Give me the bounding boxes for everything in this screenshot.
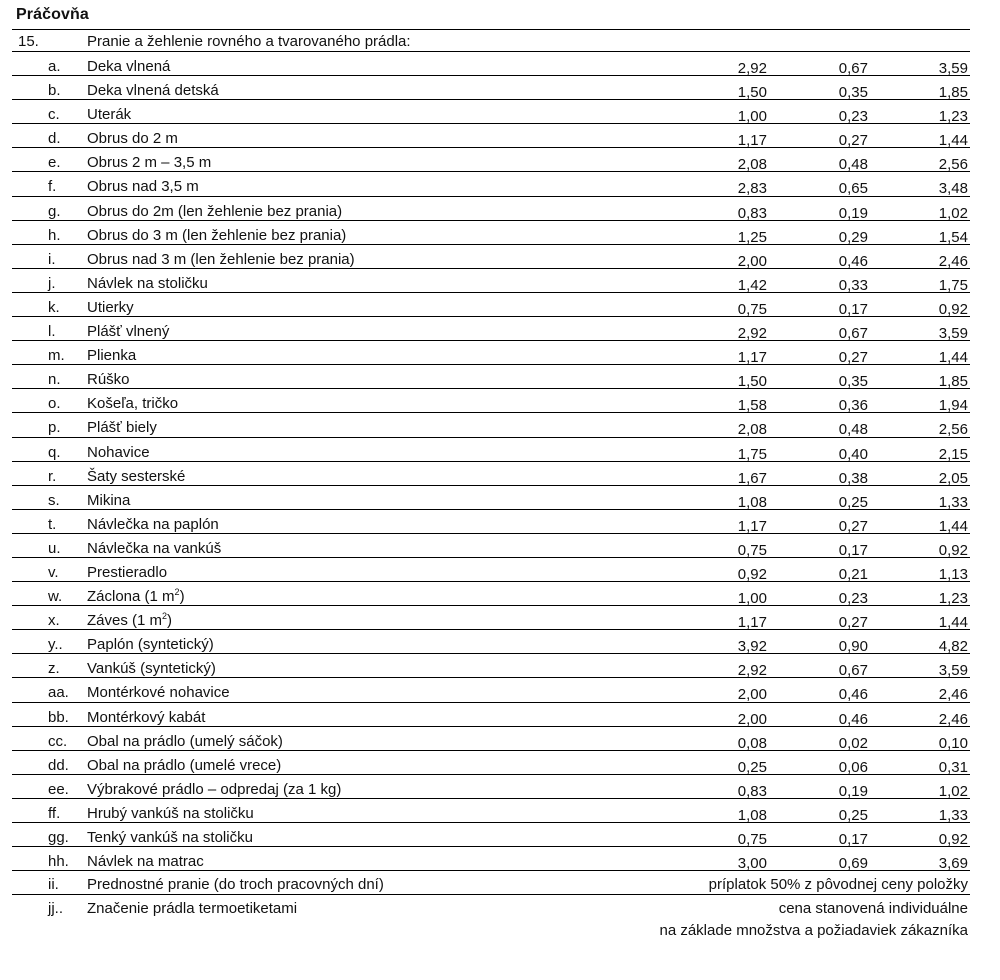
row-name (87, 853, 204, 870)
row-name (87, 130, 178, 147)
price-with-vat: 0,31 (938, 758, 968, 776)
table-row-labeling (12, 895, 970, 943)
row-name-text: Rúško (87, 371, 130, 389)
price-without-vat: 1,00 (737, 590, 767, 608)
row-code: hh. (48, 853, 69, 871)
price-without-vat: 1,58 (737, 397, 767, 415)
row-code: g. (48, 202, 61, 220)
row-name-text: Vankúš (syntetický) (87, 660, 216, 678)
table-row (12, 100, 970, 124)
table-row (12, 630, 970, 654)
row-code: b. (48, 82, 61, 100)
row-code: gg. (48, 829, 69, 846)
row-name (87, 468, 185, 485)
row-name (87, 299, 134, 316)
row-name (87, 709, 205, 726)
price-without-vat: 2,08 (737, 421, 767, 439)
row-name (87, 154, 211, 171)
vat-amount: 0,46 (838, 252, 868, 270)
price-with-vat: 2,46 (938, 252, 968, 270)
price-with-vat: 1,13 (938, 565, 968, 583)
vat-amount: 0,23 (838, 108, 868, 126)
vat-amount: 0,17 (838, 300, 868, 318)
row-name (87, 564, 167, 581)
table-row (12, 486, 970, 510)
row-name (87, 781, 341, 798)
row-code: d. (48, 130, 61, 148)
row-name-text: Návlečka na vankúš (87, 539, 222, 557)
price-without-vat: 0,83 (737, 204, 767, 222)
section-title: Pranie a žehlenie rovného a tvarovaného prádla: (87, 33, 411, 50)
price-without-vat: 1,25 (737, 228, 767, 246)
price-without-vat: 0,08 (737, 734, 767, 752)
row-name-text: Obrus nad 3,5 m (87, 178, 199, 196)
price-with-vat: 1,94 (938, 397, 968, 415)
row-name (87, 588, 185, 605)
row-name-text: Paplón (syntetický) (87, 636, 214, 654)
price-without-vat: 1,75 (737, 445, 767, 463)
price-with-vat: 1,44 (938, 132, 968, 150)
price-with-vat: 2,15 (938, 445, 968, 463)
row-name (87, 684, 230, 701)
table-row (12, 293, 970, 317)
vat-amount: 0,69 (838, 855, 868, 873)
price-with-vat: 1,33 (938, 806, 968, 824)
price-table (12, 52, 970, 943)
table-row (12, 341, 970, 365)
row-name-text: Šaty sesterské (87, 467, 186, 485)
price-without-vat: 2,00 (737, 710, 767, 728)
row-name-text: Obrus 2 m – 3,5 m (87, 154, 212, 172)
row-name (87, 106, 131, 123)
row-name-text: Návlek na matrac (87, 853, 204, 871)
row-code: n. (48, 371, 61, 389)
table-row (12, 245, 970, 269)
row-code: y.. (48, 636, 63, 654)
table-row (12, 269, 970, 293)
price-with-vat: 1,02 (938, 204, 968, 222)
row-name (87, 371, 130, 388)
row-name (87, 419, 157, 436)
row-name-text: Obal na prádlo (umelé vrece) (87, 756, 282, 774)
vat-amount: 0,23 (838, 590, 868, 608)
row-name-text: Tenký vankúš na stoličku (87, 829, 253, 846)
price-with-vat: 2,05 (938, 469, 968, 487)
row-name (87, 251, 355, 268)
row-code: ff. (48, 804, 61, 822)
table-row (12, 317, 970, 341)
vat-amount: 0,25 (838, 493, 868, 511)
table-row (12, 413, 970, 437)
row-name (87, 395, 178, 412)
vat-amount: 0,48 (838, 421, 868, 439)
row-code: l. (48, 323, 56, 341)
table-row (12, 221, 970, 245)
price-without-vat: 1,17 (737, 349, 767, 367)
row-code: q. (48, 443, 61, 461)
row-name (87, 612, 172, 629)
table-row (12, 703, 970, 727)
price-without-vat: 3,00 (737, 855, 767, 873)
vat-amount: 0,90 (838, 638, 868, 656)
price-without-vat: 1,50 (737, 84, 767, 102)
row-note: príplatok 50% z pôvodnej ceny položky (708, 876, 968, 894)
price-without-vat: 2,92 (737, 60, 767, 77)
table-row (12, 727, 970, 751)
row-code: jj.. (48, 900, 63, 918)
row-name (87, 203, 342, 220)
row-code: a. (48, 58, 61, 75)
row-name (87, 757, 281, 774)
vat-amount: 0,46 (838, 710, 868, 728)
row-name (87, 58, 170, 75)
row-name: Značenie prádla termoetiketami (87, 900, 298, 918)
vat-amount: 0,02 (838, 734, 868, 752)
price-without-vat: 0,25 (737, 758, 767, 776)
row-note-line2: na základe množstva a požiadaviek zákazníka (659, 922, 968, 940)
price-without-vat: 1,42 (737, 276, 767, 294)
table-row (12, 558, 970, 582)
row-name (87, 444, 150, 461)
section-header (12, 30, 970, 52)
row-name-text: Uterák (87, 106, 132, 124)
row-name (87, 178, 199, 195)
row-code: dd. (48, 756, 69, 774)
price-with-vat: 3,69 (938, 855, 968, 873)
price-without-vat: 1,00 (737, 108, 767, 126)
vat-amount: 0,19 (838, 204, 868, 222)
table-row (12, 606, 970, 630)
table-row (12, 751, 970, 775)
price-with-vat: 1,44 (938, 517, 968, 535)
vat-amount: 0,06 (838, 758, 868, 776)
vat-amount: 0,19 (838, 782, 868, 800)
section-number: 15. (18, 33, 39, 50)
price-with-vat: 0,92 (938, 300, 968, 318)
price-without-vat: 3,92 (737, 638, 767, 656)
price-with-vat: 1,44 (938, 349, 968, 367)
row-code: s. (48, 491, 60, 509)
row-name (87, 275, 208, 292)
table-row (12, 76, 970, 100)
vat-amount: 0,27 (838, 614, 868, 632)
vat-amount: 0,27 (838, 349, 868, 367)
row-name (87, 733, 283, 750)
vat-amount: 0,33 (838, 276, 868, 294)
row-name (87, 660, 216, 677)
price-without-vat: 0,75 (737, 541, 767, 559)
row-code: aa. (48, 684, 69, 702)
price-with-vat: 1,44 (938, 614, 968, 632)
vat-amount: 0,38 (838, 469, 868, 487)
table-row (12, 678, 970, 702)
superscript: 2 (174, 587, 180, 598)
vat-amount: 0,29 (838, 228, 868, 246)
row-name-text: Utierky (87, 298, 134, 316)
price-without-vat: 2,08 (737, 156, 767, 174)
price-with-vat: 1,75 (938, 276, 968, 294)
row-code: c. (48, 106, 60, 124)
row-name-text: Mikina (87, 491, 131, 509)
row-code: j. (48, 274, 56, 292)
vat-amount: 0,67 (838, 662, 868, 680)
row-name-text: Výbrakové prádlo – odpredaj (za 1 kg) (87, 780, 342, 798)
row-name-text: Obrus do 2m (len žehlenie bez prania) (87, 202, 343, 220)
vat-amount: 0,67 (838, 325, 868, 343)
vat-amount: 0,27 (838, 517, 868, 535)
row-name-text: Prestieradlo (87, 563, 168, 581)
table-row (12, 510, 970, 534)
row-name-text: Záclona (1 m (87, 588, 175, 606)
superscript: 2 (162, 611, 168, 622)
row-name (87, 347, 136, 364)
price-with-vat: 2,56 (938, 421, 968, 439)
price-with-vat: 3,59 (938, 662, 968, 680)
price-without-vat: 0,75 (737, 300, 767, 318)
row-code: v. (48, 563, 59, 581)
price-without-vat: 2,00 (737, 252, 767, 270)
row-code: r. (48, 467, 57, 485)
price-without-vat: 1,17 (737, 132, 767, 150)
price-with-vat: 3,48 (938, 180, 968, 198)
price-without-vat: 2,83 (737, 180, 767, 198)
price-with-vat: 1,33 (938, 493, 968, 511)
row-name-text: Návlek na stoličku (87, 274, 208, 292)
vat-amount: 0,21 (838, 565, 868, 583)
vat-amount: 0,36 (838, 397, 868, 415)
price-with-vat: 1,54 (938, 228, 968, 246)
vat-amount: 0,35 (838, 373, 868, 391)
row-name-text: Montérkové nohavice (87, 684, 230, 702)
row-name (87, 82, 219, 99)
table-row (12, 799, 970, 823)
row-code: h. (48, 226, 61, 244)
price-without-vat: 2,92 (737, 662, 767, 680)
price-with-vat: 1,85 (938, 84, 968, 102)
row-code: x. (48, 612, 60, 630)
price-with-vat: 1,23 (938, 108, 968, 126)
table-row (12, 52, 970, 76)
row-name-text: Montérkový kabát (87, 708, 206, 726)
table-row (12, 148, 970, 172)
row-code: k. (48, 298, 60, 316)
row-name-text: Košeľa, tričko (87, 395, 179, 413)
row-name-text: Obrus do 2 m (87, 130, 178, 148)
price-with-vat: 2,56 (938, 156, 968, 174)
price-without-vat: 1,08 (737, 806, 767, 824)
table-row-priority-washing (12, 871, 970, 895)
vat-amount: 0,48 (838, 156, 868, 174)
row-code: w. (48, 588, 63, 606)
row-name (87, 323, 169, 340)
price-with-vat: 0,92 (938, 541, 968, 559)
row-name-end: ) (167, 612, 173, 630)
row-name-text: Deka vlnená detská (87, 82, 219, 100)
table-row (12, 823, 970, 847)
table-row (12, 389, 970, 413)
price-with-vat: 0,10 (938, 734, 968, 752)
page-title: Práčovňa (16, 6, 89, 23)
table-row (12, 438, 970, 462)
price-without-vat: 1,50 (737, 373, 767, 391)
row-name-text: Hrubý vankúš na stoličku (87, 804, 254, 822)
vat-amount: 0,17 (838, 831, 868, 848)
table-row (12, 582, 970, 606)
row-name-text: Obal na prádlo (umelý sáčok) (87, 732, 283, 750)
vat-amount: 0,25 (838, 806, 868, 824)
row-name (87, 492, 130, 509)
row-code: m. (48, 347, 65, 365)
row-name-text: Plienka (87, 347, 137, 365)
row-code: o. (48, 395, 61, 413)
row-name (87, 516, 219, 533)
table-row (12, 775, 970, 799)
vat-amount: 0,40 (838, 445, 868, 463)
row-code: p. (48, 419, 61, 437)
row-name (87, 540, 221, 557)
price-without-vat: 0,75 (737, 831, 767, 848)
table-row (12, 847, 970, 871)
vat-amount: 0,65 (838, 180, 868, 198)
price-with-vat: 3,59 (938, 325, 968, 343)
row-code: u. (48, 539, 61, 557)
vat-amount: 0,46 (838, 686, 868, 704)
table-row (12, 462, 970, 486)
price-without-vat: 0,92 (737, 565, 767, 583)
row-code: ee. (48, 780, 69, 798)
row-name-text: Návlečka na paplón (87, 515, 219, 533)
price-without-vat: 2,92 (737, 325, 767, 343)
price-with-vat: 4,82 (938, 638, 968, 656)
row-name (87, 227, 346, 244)
row-note-line1: cena stanovená individuálne (778, 900, 968, 918)
row-name-text: Obrus do 3 m (len žehlenie bez prania) (87, 226, 347, 244)
row-name-text: Deka vlnená (87, 58, 171, 75)
table-row (12, 172, 970, 196)
table-row (12, 365, 970, 389)
row-code: i. (48, 250, 56, 268)
row-code: t. (48, 515, 57, 533)
price-without-vat: 1,08 (737, 493, 767, 511)
price-without-vat: 2,00 (737, 686, 767, 704)
price-with-vat: 0,92 (938, 831, 968, 848)
table-row (12, 534, 970, 558)
vat-amount: 0,67 (838, 60, 868, 77)
row-name-text: Plášť biely (87, 419, 157, 437)
price-without-vat: 0,83 (737, 782, 767, 800)
row-code: bb. (48, 708, 69, 726)
row-code: cc. (48, 732, 68, 750)
vat-amount: 0,27 (838, 132, 868, 150)
price-with-vat: 1,02 (938, 782, 968, 800)
price-with-vat: 1,23 (938, 590, 968, 608)
row-name-text: Záves (1 m (87, 612, 163, 630)
row-code: ii. (48, 876, 59, 894)
row-name (87, 636, 214, 653)
row-name-text: Obrus nad 3 m (len žehlenie bez prania) (87, 250, 355, 268)
price-with-vat: 2,46 (938, 710, 968, 728)
row-name-text: Nohavice (87, 443, 150, 461)
row-code: e. (48, 154, 61, 172)
table-row (12, 654, 970, 678)
vat-amount: 0,35 (838, 84, 868, 102)
price-without-vat: 1,17 (737, 614, 767, 632)
row-name (87, 805, 254, 822)
row-code: z. (48, 660, 60, 678)
row-name (87, 829, 253, 846)
table-row (12, 197, 970, 221)
price-without-vat: 1,67 (737, 469, 767, 487)
row-code: f. (48, 178, 57, 196)
price-with-vat: 3,59 (938, 60, 968, 77)
table-row (12, 124, 970, 148)
row-name-end: ) (179, 588, 185, 606)
price-with-vat: 2,46 (938, 686, 968, 704)
price-with-vat: 1,85 (938, 373, 968, 391)
vat-amount: 0,17 (838, 541, 868, 559)
price-without-vat: 1,17 (737, 517, 767, 535)
row-name-text: Plášť vlnený (87, 323, 170, 341)
row-name: Prednostné pranie (do troch pracovných dní) (87, 876, 384, 894)
